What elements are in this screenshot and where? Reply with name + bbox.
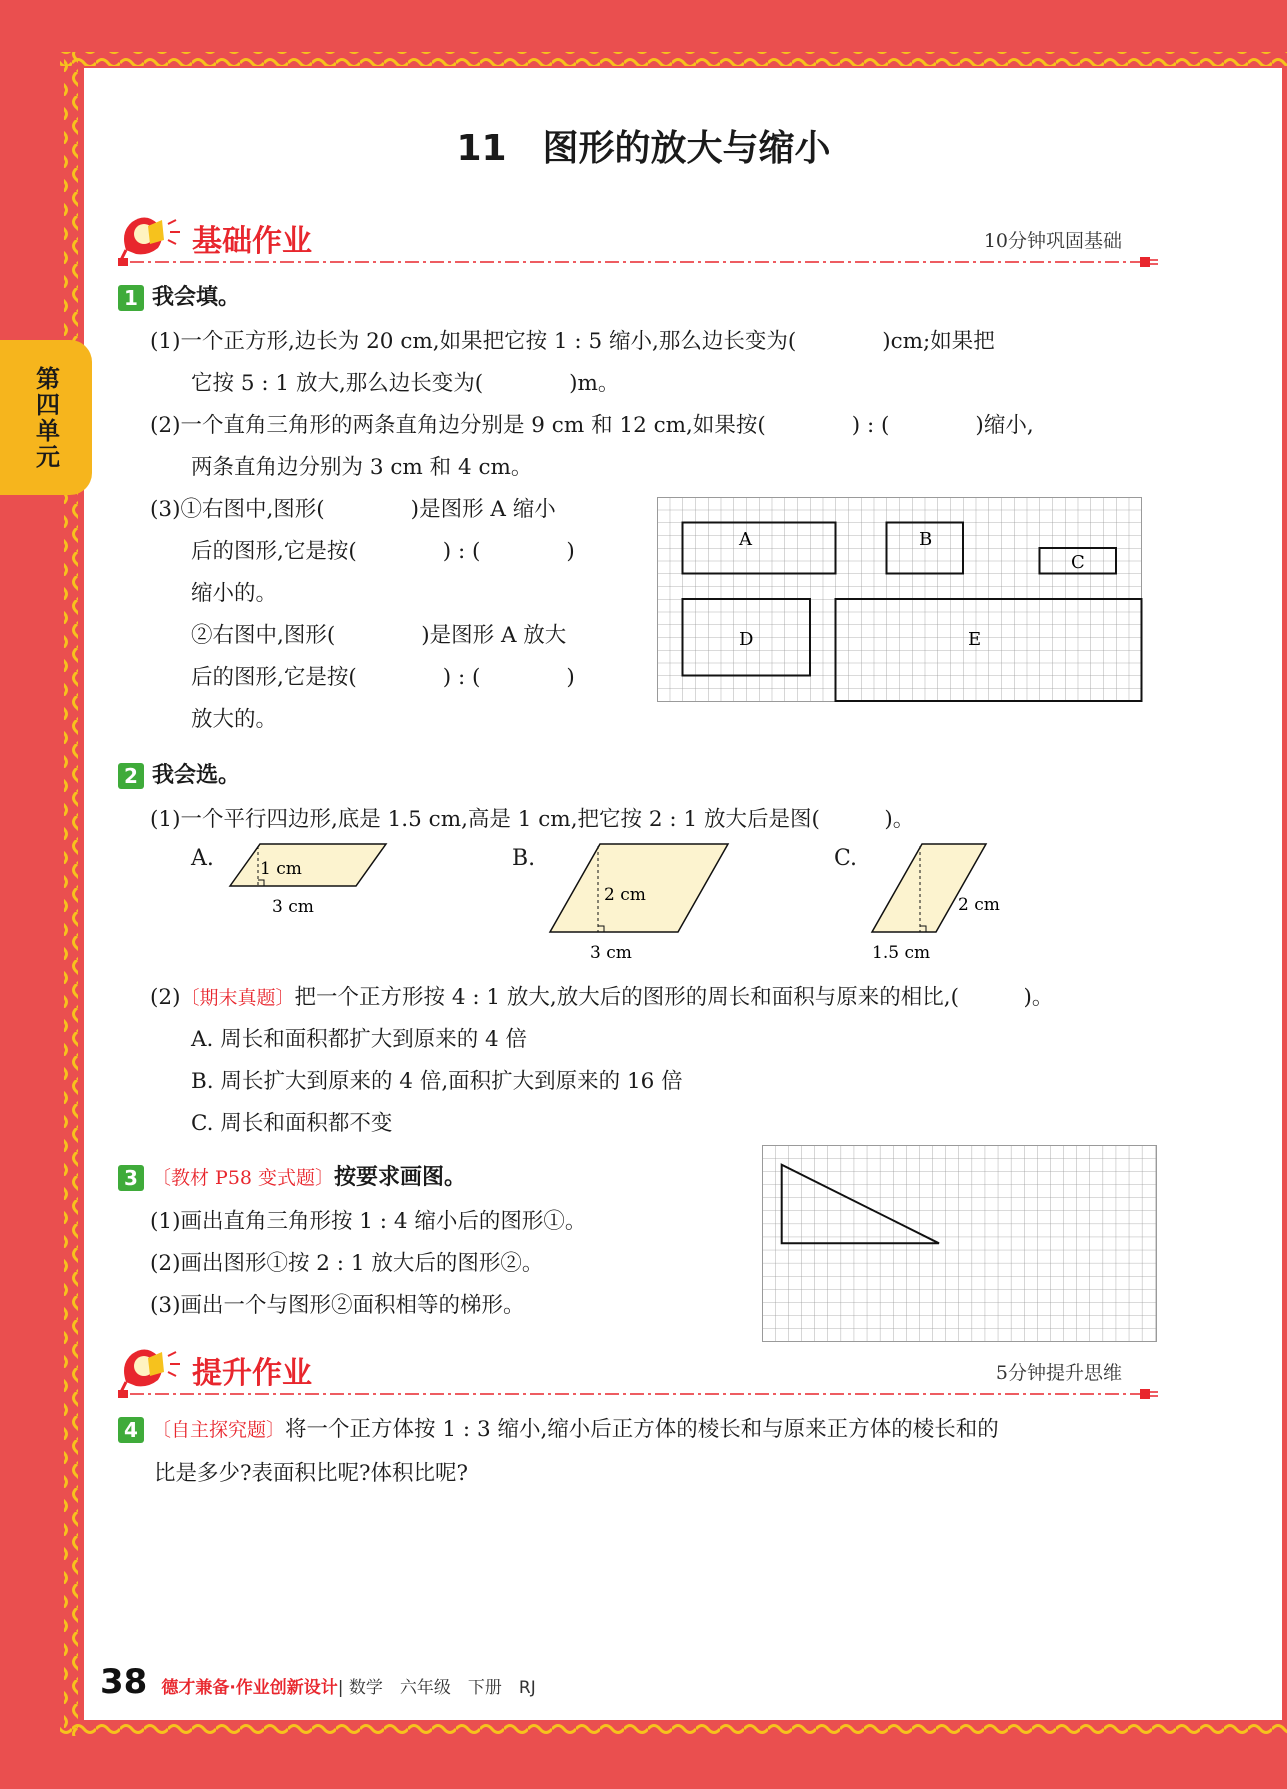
q4-number-badge: 4 (118, 1417, 144, 1443)
q4-line-2: 比是多少?表面积比呢?体积比呢? (154, 1461, 469, 1486)
q2-number-badge: 2 (118, 763, 144, 789)
q1-line-10: 放大的。 (191, 707, 278, 732)
q3-heading (118, 1160, 466, 1191)
q1-grid-figure (657, 497, 1143, 703)
q3-line-2: (2)画出图形①按 2 : 1 放大后的图形②。 (150, 1251, 544, 1276)
q1-line-7: 缩小的。 (191, 581, 278, 606)
q1-line-1: (1)一个正方形,边长为 20 cm,如果把它按 1 : 5 缩小,那么边长变为( )cm;如果把 (150, 329, 995, 354)
option-a-letter: A. (191, 846, 214, 871)
section-advanced-note: 5分钟提升思维 (995, 1362, 1122, 1384)
option-c-figure (868, 842, 1018, 970)
q1-heading-text: 我会填。 (152, 285, 241, 310)
q2-part2-tag: 〔期末真题〕 (180, 987, 295, 1009)
q3-drawing-grid[interactable] (762, 1145, 1158, 1343)
section-advanced-title: 提升作业 (192, 1356, 312, 1391)
q1-heading (118, 280, 240, 311)
unit-side-tab (0, 340, 92, 495)
footer-meta: | 数学 六年级 下册 RJ (337, 1678, 536, 1698)
label-d: D (739, 629, 754, 650)
unit-label: 第四单元 (31, 365, 60, 470)
section-basic-note: 10分钟巩固基础 (983, 230, 1122, 252)
option-b-figure (548, 842, 738, 970)
q1-line-6: 后的图形,它是按( ) : ( ) (191, 539, 575, 564)
label-a: A (739, 529, 752, 550)
q1-line-9: 后的图形,它是按( ) : ( ) (191, 665, 575, 690)
q3-heading-text: 按要求画图。 (334, 1165, 467, 1190)
q1-line-4: 两条直角边分别为 3 cm 和 4 cm。 (191, 455, 533, 480)
q2-part1-text: (1)一个平行四边形,底是 1.5 cm,高是 1 cm,把它按 2 : 1 放大后是图( )。 (150, 807, 915, 832)
option-c-base-label: 1.5 cm (872, 943, 931, 963)
option-b-height-label: 2 cm (604, 885, 646, 905)
q2-part2-text: 把一个正方形按 4 : 1 放大,放大后的图形的周长和面积与原来的相比,( )。 (294, 985, 1054, 1010)
q3-tag: 〔教材 P58 变式题〕 (152, 1167, 335, 1189)
footer-brand: 德才兼备·作业创新设计 (161, 1678, 338, 1698)
q1-line-8: ②右图中,图形( )是图形 A 放大 (191, 623, 567, 648)
q2-heading (118, 758, 240, 789)
page-title: 11 图形的放大与缩小 (456, 128, 831, 169)
q4-tag: 〔自主探究题〕 (152, 1419, 286, 1441)
section-basic-header (118, 210, 1158, 270)
q4-text-1: 将一个正方体按 1 : 3 缩小,缩小后正方体的棱长和与原来正方体的棱长和的 (285, 1417, 999, 1442)
option-c-height-label: 2 cm (958, 895, 1000, 915)
section-divider (118, 1386, 1158, 1402)
section-divider (118, 254, 1158, 270)
label-e: E (968, 629, 982, 650)
q1-line-5: (3)①右图中,图形( )是图形 A 缩小 (150, 497, 556, 522)
option-a-figure (228, 842, 398, 920)
q1-line-3: (2)一个直角三角形的两条直角边分别是 9 cm 和 12 cm,如果按( ) : ( )缩小, (150, 413, 1034, 438)
option-a-base-label: 3 cm (272, 897, 314, 917)
q2-part2-line (150, 980, 1053, 1011)
q2-choice-b: B. 周长扩大到原来的 4 倍,面积扩大到原来的 16 倍 (191, 1069, 683, 1094)
option-a-height-label: 1 cm (260, 859, 302, 879)
option-b-letter: B. (512, 846, 536, 871)
option-c-letter: C. (834, 846, 858, 871)
q2-choice-a: A. 周长和面积都扩大到原来的 4 倍 (191, 1027, 528, 1052)
q3-line-1: (1)画出直角三角形按 1 : 4 缩小后的图形①。 (150, 1209, 587, 1234)
page-footer (100, 1662, 536, 1702)
section-advanced-header (118, 1342, 1158, 1402)
section-basic-title: 基础作业 (192, 224, 312, 259)
q3-line-3: (3)画出一个与图形②面积相等的梯形。 (150, 1293, 525, 1318)
q2-part2-prefix: (2) (150, 985, 181, 1010)
q2-heading-text: 我会选。 (152, 763, 241, 788)
q1-line-2: 它按 5 : 1 放大,那么边长变为( )m。 (191, 371, 620, 396)
option-b-base-label: 3 cm (590, 943, 632, 963)
label-c: C (1071, 552, 1085, 573)
q3-number-badge: 3 (118, 1165, 144, 1191)
q1-number-badge: 1 (118, 285, 144, 311)
page-number: 38 (100, 1662, 148, 1702)
q2-choice-c: C. 周长和面积都不变 (191, 1111, 393, 1136)
label-b: B (919, 529, 933, 550)
q4-line-1 (118, 1412, 999, 1443)
